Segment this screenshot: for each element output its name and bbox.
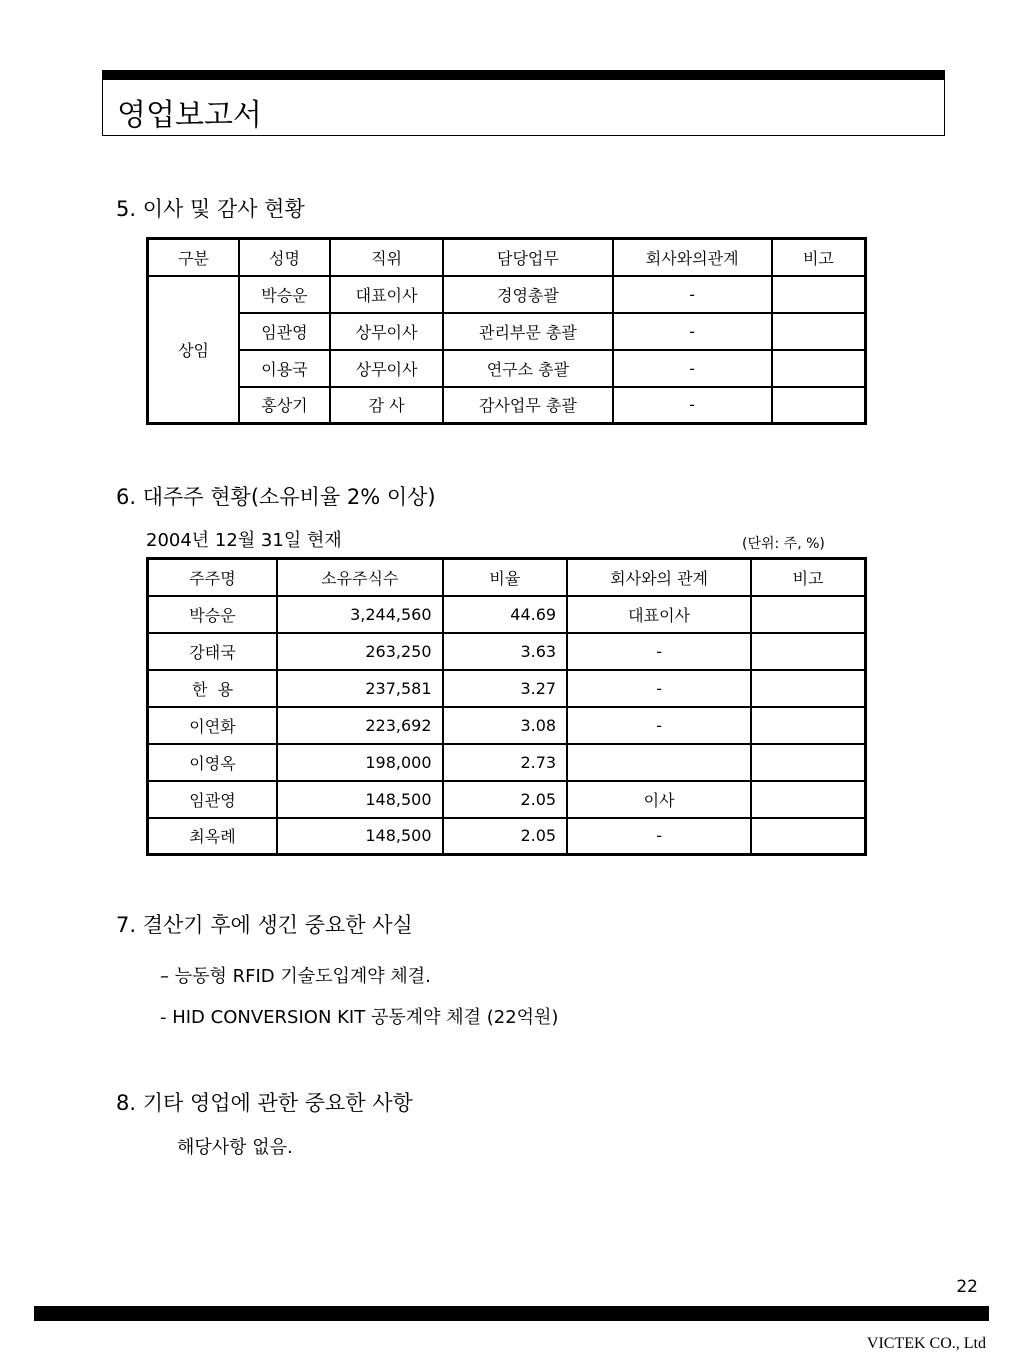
position-cell: 상무이사 bbox=[330, 350, 444, 387]
table-row bbox=[148, 781, 866, 818]
header-cell: 소유주식수 bbox=[277, 559, 443, 596]
directors-table bbox=[146, 237, 867, 425]
relation-cell: - bbox=[613, 350, 772, 387]
header-cell: 구분 bbox=[148, 239, 240, 276]
header-cell: 비율 bbox=[443, 559, 568, 596]
shareholders-header-row bbox=[148, 559, 866, 596]
table-row bbox=[148, 633, 866, 670]
note-cell bbox=[772, 350, 866, 387]
position-cell: 감 사 bbox=[330, 387, 444, 424]
note-cell bbox=[772, 276, 866, 313]
note-cell bbox=[751, 596, 865, 633]
duty-cell: 관리부문 총괄 bbox=[443, 313, 612, 350]
duty-cell: 연구소 총괄 bbox=[443, 350, 612, 387]
note-cell bbox=[751, 670, 865, 707]
relation-cell: - bbox=[567, 818, 751, 855]
directors-header-row bbox=[148, 239, 866, 276]
relation-cell: - bbox=[567, 707, 751, 744]
header-cell: 담당업무 bbox=[443, 239, 612, 276]
note-cell bbox=[751, 744, 865, 781]
section8-text: 해당사항 없음. bbox=[177, 1137, 293, 1158]
section7-heading: 7. 결산기 후에 생긴 중요한 사실 bbox=[116, 913, 413, 937]
footer-bar bbox=[34, 1306, 989, 1321]
shareholder-name-cell: 이영옥 bbox=[148, 744, 277, 781]
ratio-cell: 2.05 bbox=[443, 818, 568, 855]
table-row bbox=[148, 707, 866, 744]
section8-heading: 8. 기타 영업에 관한 중요한 사항 bbox=[116, 1091, 413, 1115]
company-name: VICTEK CO., Ltd bbox=[866, 1335, 986, 1352]
table-row bbox=[148, 818, 866, 855]
table-row bbox=[148, 276, 866, 313]
duty-cell: 경영총괄 bbox=[443, 276, 612, 313]
shareholder-name-cell: 박승운 bbox=[148, 596, 277, 633]
table-row bbox=[148, 744, 866, 781]
shares-cell: 3,244,560 bbox=[277, 596, 443, 633]
ratio-cell: 2.05 bbox=[443, 781, 568, 818]
name-cell: 홍상기 bbox=[239, 387, 330, 424]
header-cell: 성명 bbox=[239, 239, 330, 276]
section5-heading: 5. 이사 및 감사 현황 bbox=[116, 197, 305, 221]
note-cell bbox=[751, 781, 865, 818]
list-item: – 능동형 RFID 기술도입계약 체결. bbox=[160, 966, 431, 987]
table-row bbox=[148, 596, 866, 633]
table-row bbox=[148, 387, 866, 424]
relation-cell bbox=[567, 744, 751, 781]
table-row bbox=[148, 350, 866, 387]
header-cell: 비고 bbox=[751, 559, 865, 596]
ratio-cell: 2.73 bbox=[443, 744, 568, 781]
name-cell: 이용국 bbox=[239, 350, 330, 387]
note-cell bbox=[751, 707, 865, 744]
shareholder-name-cell: 이연화 bbox=[148, 707, 277, 744]
relation-cell: - bbox=[567, 670, 751, 707]
shareholder-name-cell: 최옥례 bbox=[148, 818, 277, 855]
header-cell: 비고 bbox=[772, 239, 866, 276]
name-cell: 임관영 bbox=[239, 313, 330, 350]
as-of-date: 2004년 12월 31일 현재 bbox=[146, 530, 342, 551]
shares-cell: 148,500 bbox=[277, 781, 443, 818]
relation-cell: 이사 bbox=[567, 781, 751, 818]
table-row bbox=[148, 670, 866, 707]
ratio-cell: 3.08 bbox=[443, 707, 568, 744]
shareholders-table bbox=[146, 557, 867, 856]
note-cell bbox=[751, 818, 865, 855]
group-cell: 상임 bbox=[148, 276, 240, 424]
ratio-cell: 3.27 bbox=[443, 670, 568, 707]
ratio-cell: 44.69 bbox=[443, 596, 568, 633]
position-cell: 상무이사 bbox=[330, 313, 444, 350]
table-row bbox=[148, 313, 866, 350]
relation-cell: - bbox=[567, 633, 751, 670]
note-cell bbox=[772, 387, 866, 424]
shares-cell: 223,692 bbox=[277, 707, 443, 744]
relation-cell: - bbox=[613, 387, 772, 424]
ratio-cell: 3.63 bbox=[443, 633, 568, 670]
relation-cell: - bbox=[613, 313, 772, 350]
note-cell bbox=[772, 313, 866, 350]
page-title: 영업보고서 bbox=[117, 98, 262, 133]
page-number: 22 bbox=[956, 1277, 978, 1297]
shares-cell: 237,581 bbox=[277, 670, 443, 707]
name-cell: 박승운 bbox=[239, 276, 330, 313]
note-cell bbox=[751, 633, 865, 670]
shareholder-name-cell: 한 용 bbox=[148, 670, 277, 707]
shares-cell: 198,000 bbox=[277, 744, 443, 781]
position-cell: 대표이사 bbox=[330, 276, 444, 313]
shareholder-name-cell: 강태국 bbox=[148, 633, 277, 670]
list-item: - HID CONVERSION KIT 공동계약 체결 (22억원) bbox=[160, 1007, 559, 1028]
shares-cell: 263,250 bbox=[277, 633, 443, 670]
shareholder-name-cell: 임관영 bbox=[148, 781, 277, 818]
duty-cell: 감사업무 총괄 bbox=[443, 387, 612, 424]
section6-heading: 6. 대주주 현황(소유비율 2% 이상) bbox=[116, 485, 436, 509]
relation-cell: 대표이사 bbox=[567, 596, 751, 633]
unit-label: (단위: 주, %) bbox=[742, 536, 825, 552]
header-cell: 직위 bbox=[330, 239, 444, 276]
header-cell: 회사와의 관계 bbox=[567, 559, 751, 596]
shares-cell: 148,500 bbox=[277, 818, 443, 855]
relation-cell: - bbox=[613, 276, 772, 313]
header-cell: 회사와의관계 bbox=[613, 239, 772, 276]
header-cell: 주주명 bbox=[148, 559, 277, 596]
title-box bbox=[102, 70, 945, 136]
